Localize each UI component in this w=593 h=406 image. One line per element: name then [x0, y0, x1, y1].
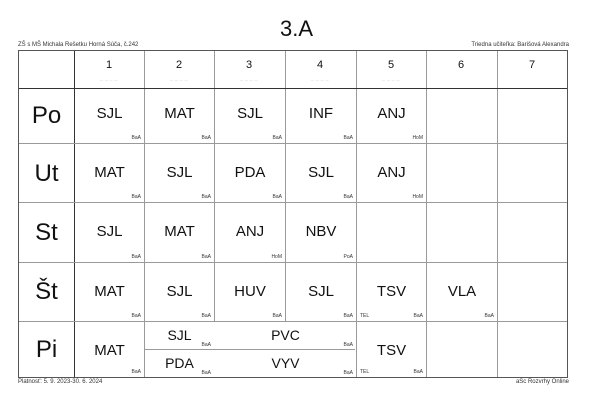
lesson-teacher: BaA [343, 194, 353, 200]
lesson-subject: TSV [376, 342, 407, 359]
period-number: 3 [245, 59, 253, 71]
lesson-subject: MAT [164, 105, 195, 122]
lesson-cell[interactable] [286, 203, 356, 262]
period-time: — — — — [169, 78, 188, 82]
lesson-cell[interactable] [145, 350, 214, 377]
lesson-cell[interactable] [145, 203, 214, 262]
class-teacher: Triedna učiteľka: Barišová Alexandra [471, 42, 569, 48]
lesson-teacher: BaA [201, 135, 211, 141]
lesson-cell[interactable] [215, 350, 356, 377]
lesson-cell[interactable] [145, 89, 214, 143]
period-number: 2 [175, 59, 183, 71]
lesson-cell[interactable] [75, 263, 144, 321]
lesson-teacher: PoA [343, 254, 353, 260]
lesson-subject: VYV [271, 355, 300, 371]
lesson-cell[interactable] [75, 144, 144, 202]
lesson-cell[interactable] [357, 322, 426, 377]
period-number: 5 [387, 59, 395, 71]
period-number: 7 [528, 59, 536, 71]
lesson-subject: NBV [305, 223, 337, 240]
lesson-cell[interactable] [427, 263, 497, 321]
lesson-subject: SJL [96, 223, 123, 240]
lesson-teacher: BaA [272, 313, 282, 319]
lesson-subject: SJL [237, 105, 263, 122]
lesson-subject: MAT [164, 223, 195, 240]
lesson-teacher: BaA [131, 254, 141, 260]
lesson-teacher: HoM [412, 194, 423, 200]
lesson-subject: SJL [166, 164, 193, 181]
lesson-cell[interactable] [286, 263, 356, 321]
lesson-cell[interactable] [215, 144, 285, 202]
lesson-cell[interactable] [286, 144, 356, 202]
lesson-subject: PDA [234, 164, 266, 181]
lesson-cell[interactable] [145, 322, 214, 349]
day-label: Ut [34, 160, 59, 187]
lesson-teacher: BaA [343, 313, 353, 319]
lesson-cell[interactable] [357, 144, 426, 202]
day-label: St [35, 219, 58, 246]
lesson-teacher: BaA [131, 135, 141, 141]
lesson-teacher: BaA [201, 370, 211, 376]
lesson-teacher: HoM [412, 135, 423, 141]
day-label: Po [31, 102, 62, 129]
lesson-subject: PVC [271, 327, 300, 343]
day-label: Pi [35, 336, 58, 363]
lesson-teacher: BaA [201, 313, 211, 319]
lesson-subject: ANJ [377, 105, 406, 122]
lesson-teacher: BaA [272, 135, 282, 141]
period-time: — — — — [239, 78, 258, 82]
lesson-subject: SJL [166, 283, 193, 300]
lesson-teacher: BaA [131, 313, 141, 319]
lesson-subject: ANJ [377, 164, 406, 181]
period-number: 4 [316, 59, 324, 71]
lesson-subject: VLA [447, 283, 477, 300]
lesson-cell[interactable] [215, 263, 285, 321]
lesson-teacher: BaA [413, 369, 423, 375]
lesson-cell[interactable] [215, 203, 285, 262]
period-number: 1 [105, 59, 113, 71]
lesson-subject: SJL [308, 283, 334, 300]
validity-period: Platnosť: 5. 9. 2023-30. 6. 2024 [18, 379, 103, 385]
lesson-teacher: BaA [201, 194, 211, 200]
lesson-cell[interactable] [357, 89, 426, 143]
lesson-cell[interactable] [145, 144, 214, 202]
lesson-cell[interactable] [75, 89, 144, 143]
lesson-teacher: BaA [343, 342, 353, 348]
lesson-teacher: BaA [413, 313, 423, 319]
lesson-group: TEL [360, 369, 370, 375]
period-time: — — — — [381, 78, 400, 82]
lesson-subject: SJL [308, 164, 334, 181]
lesson-cell[interactable] [286, 89, 356, 143]
lesson-teacher: BaA [484, 313, 494, 319]
lesson-group: TEL [360, 313, 370, 319]
day-label: Št [35, 278, 58, 305]
lesson-subject: SJL [96, 105, 123, 122]
lesson-subject: INF [308, 105, 334, 122]
lesson-cell[interactable] [215, 89, 285, 143]
period-time: — — — — [310, 78, 329, 82]
lesson-subject: MAT [94, 164, 125, 181]
lesson-teacher: BaA [343, 135, 353, 141]
lesson-teacher: BaA [272, 194, 282, 200]
lesson-teacher: BaA [201, 254, 211, 260]
lesson-cell[interactable] [215, 322, 356, 349]
lesson-teacher: BaA [131, 194, 141, 200]
lesson-subject: MAT [94, 342, 125, 359]
lesson-subject: HUV [234, 283, 266, 300]
lesson-subject: PDA [165, 355, 194, 371]
lesson-teacher: BaA [343, 370, 353, 376]
timetable-grid [18, 50, 568, 378]
brand-label: aSc Rozvrhy Online [515, 379, 569, 385]
lesson-subject: SJL [167, 327, 192, 343]
lesson-subject: MAT [94, 283, 125, 300]
class-title: 3.A [279, 16, 314, 41]
lesson-subject: ANJ [235, 223, 265, 240]
lesson-cell[interactable] [75, 322, 144, 377]
period-number: 6 [457, 59, 465, 71]
lesson-teacher: HoM [271, 254, 282, 260]
lesson-cell[interactable] [145, 263, 214, 321]
grid-line [426, 51, 427, 377]
lesson-cell[interactable] [357, 263, 426, 321]
grid-line [497, 51, 498, 377]
lesson-subject: TSV [376, 283, 407, 300]
lesson-teacher: BaA [201, 342, 211, 348]
period-time: — — — — [99, 78, 118, 82]
lesson-cell[interactable] [75, 203, 144, 262]
school-name: ZŠ s MŠ Michala Rešetku Horná Súča, č.242 [18, 42, 139, 48]
lesson-teacher: BaA [131, 369, 141, 375]
